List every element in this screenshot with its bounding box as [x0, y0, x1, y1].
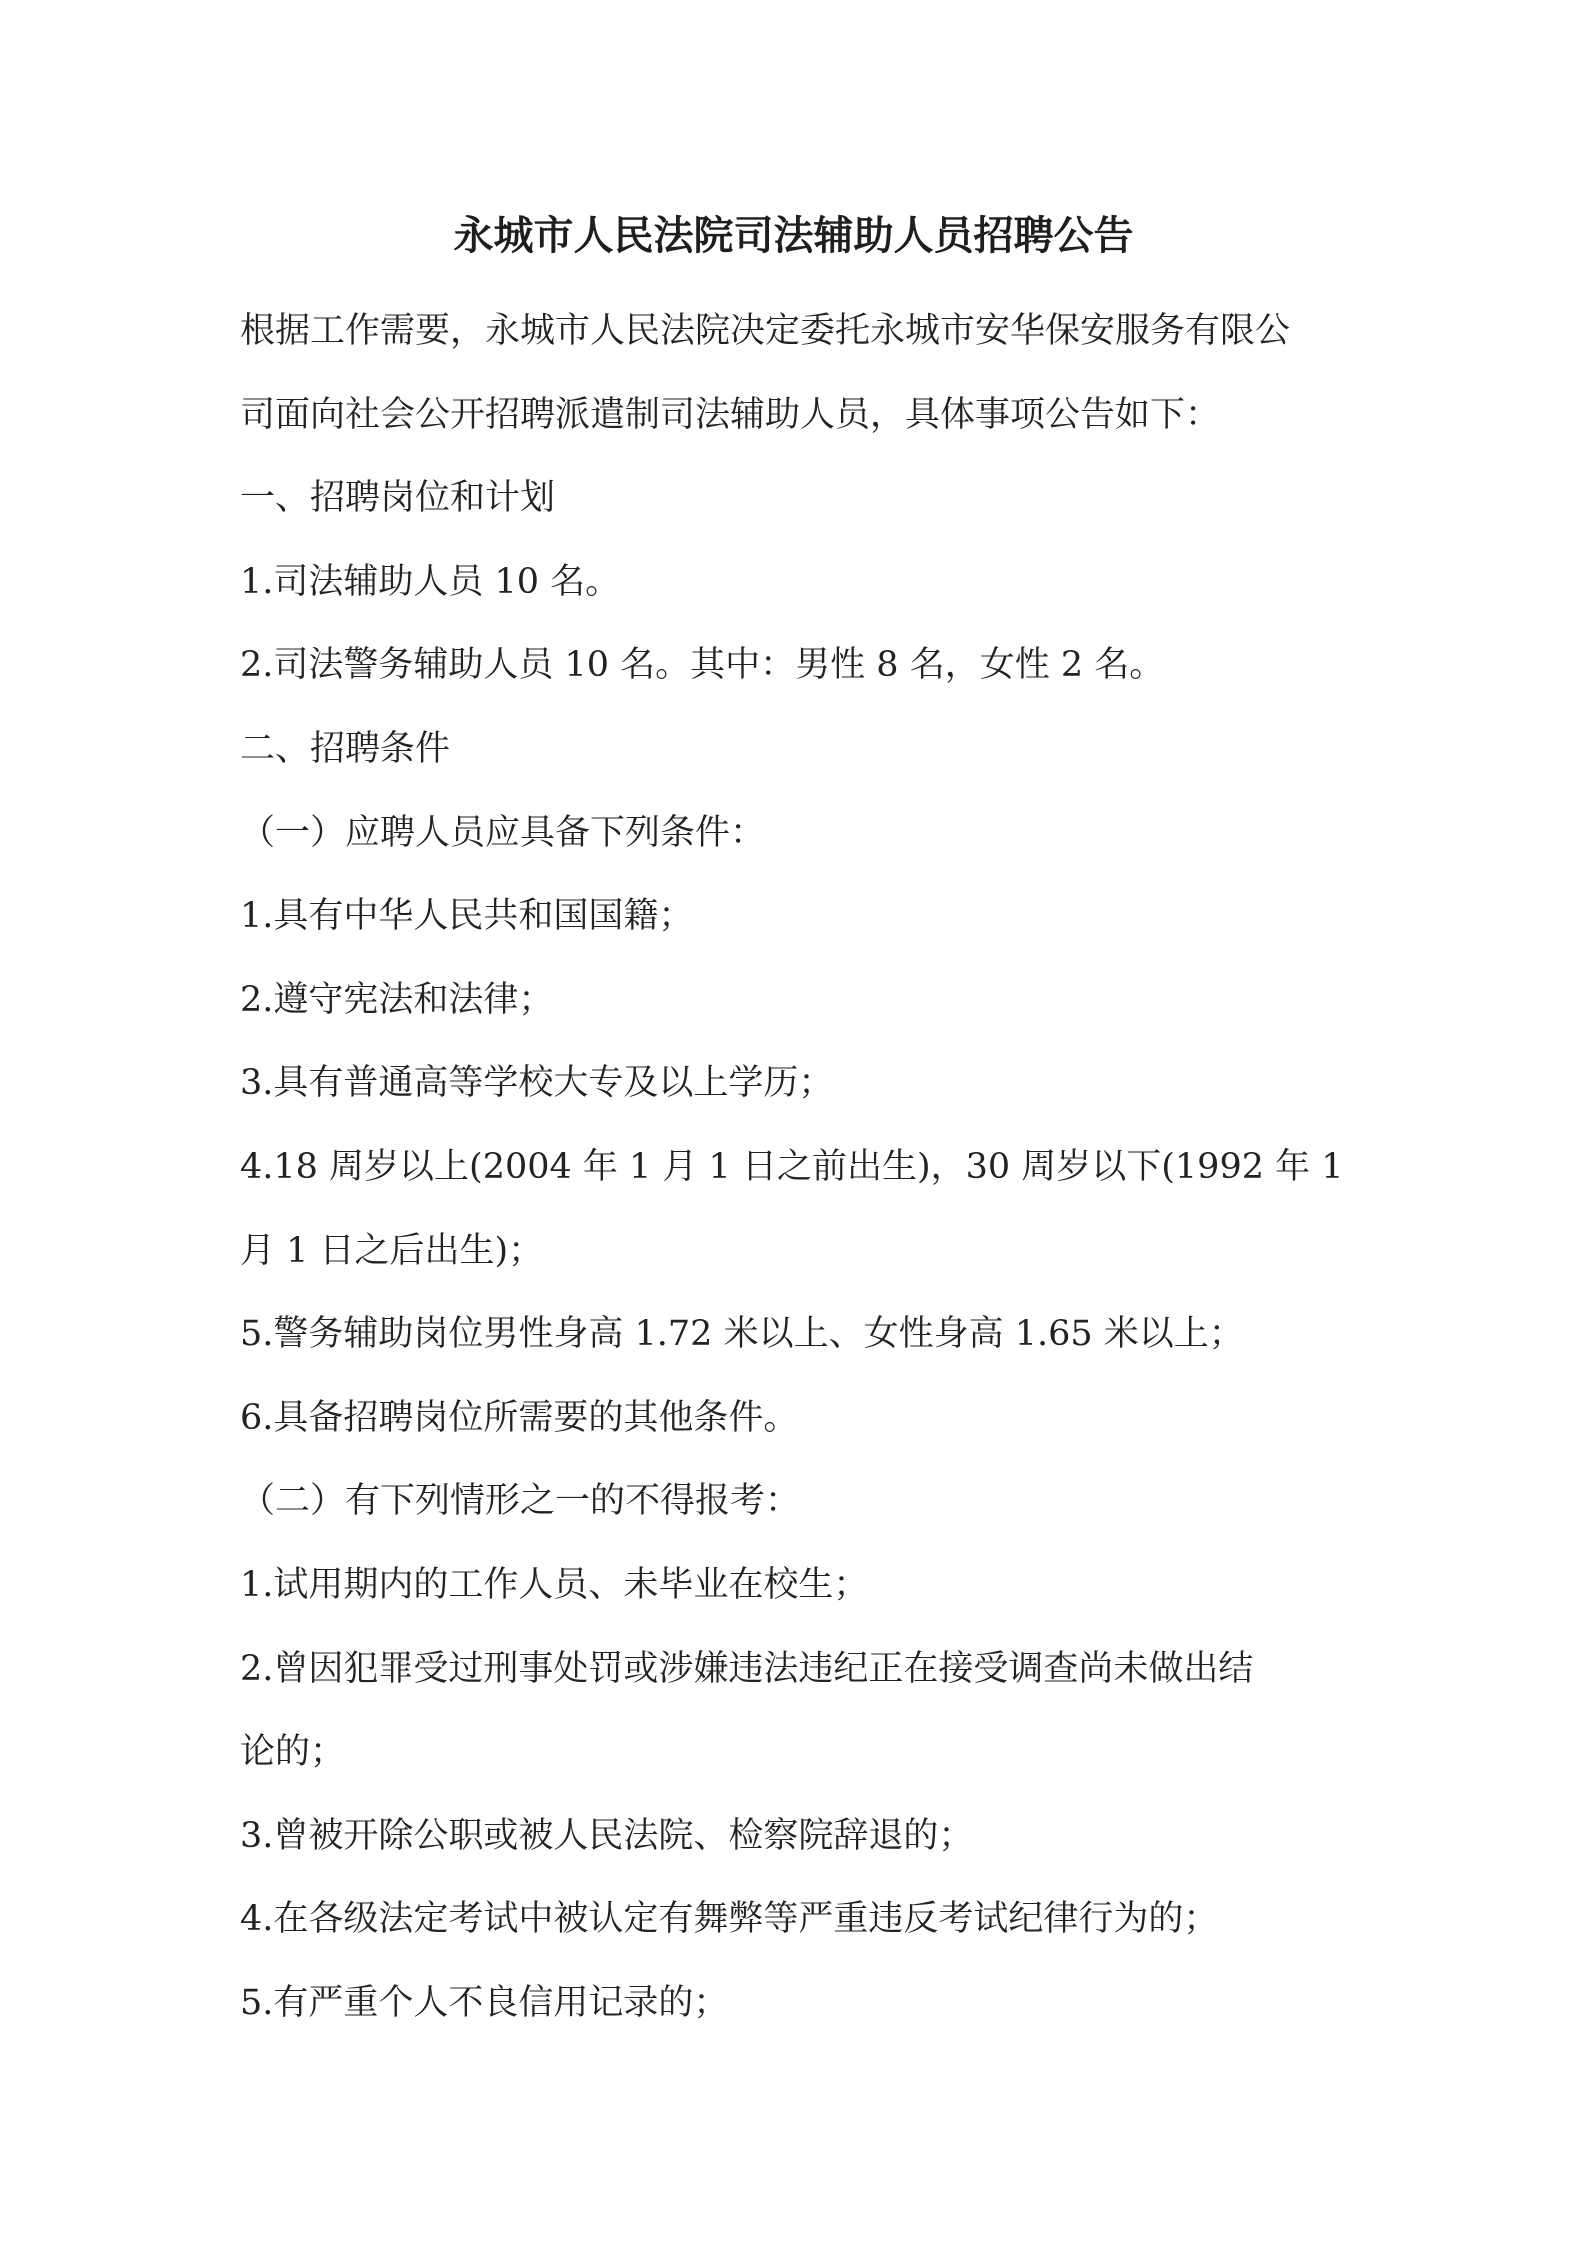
list-item: 2.司法警务辅助人员 10 名。其中：男性 8 名，女性 2 名。 — [240, 645, 1165, 686]
list-item: 1.司法辅助人员 10 名。 — [240, 561, 621, 602]
subsection-heading: （一）应聘人员应具备下列条件： — [240, 812, 766, 853]
list-item-continuation: 月 1 日之后出生)； — [240, 1230, 544, 1271]
list-item: 3.曾被开除公职或被人民法院、检察院辞退的； — [240, 1815, 974, 1856]
list-item: 5.警务辅助岗位男性身高 1.72 米以上、女性身高 1.65 米以上； — [240, 1314, 1244, 1355]
list-item-continuation: 论的； — [240, 1732, 346, 1773]
list-item: 1.具有中华人民共和国国籍； — [240, 896, 694, 937]
section-heading: 二、招聘条件 — [240, 728, 451, 769]
list-item: 5.有严重个人不良信用记录的； — [240, 1982, 729, 2023]
paragraph-line: 司面向社会公开招聘派遣制司法辅助人员，具体事项公告如下： — [240, 394, 1221, 435]
list-item: 2.曾因犯罪受过刑事处罚或涉嫌违法违纪正在接受调查尚未做出结 — [240, 1648, 1254, 1689]
document-title: 永城市人民法院司法辅助人员招聘公告 — [453, 213, 1134, 259]
list-item: 4.在各级法定考试中被认定有舞弊等严重违反考试纪律行为的； — [240, 1899, 1219, 1940]
list-item: 1.试用期内的工作人员、未毕业在校生； — [240, 1564, 869, 1605]
paragraph-line: 根据工作需要，永城市人民法院决定委托永城市安华保安服务有限公 — [240, 311, 1291, 351]
subsection-heading: （二）有下列情形之一的不得报考： — [240, 1481, 801, 1522]
document-body — [240, 290, 1360, 2045]
list-item: 3.具有普通高等学校大专及以上学历； — [240, 1063, 834, 1104]
list-item: 6.具备招聘岗位所需要的其他条件。 — [240, 1397, 799, 1438]
section-heading: 一、招聘岗位和计划 — [240, 478, 556, 519]
list-item: 4.18 周岁以上(2004 年 1 月 1 日之前出生)，30 周岁以下(1992 年 1 — [240, 1146, 1344, 1187]
list-item: 2.遵守宪法和法律； — [240, 979, 554, 1020]
